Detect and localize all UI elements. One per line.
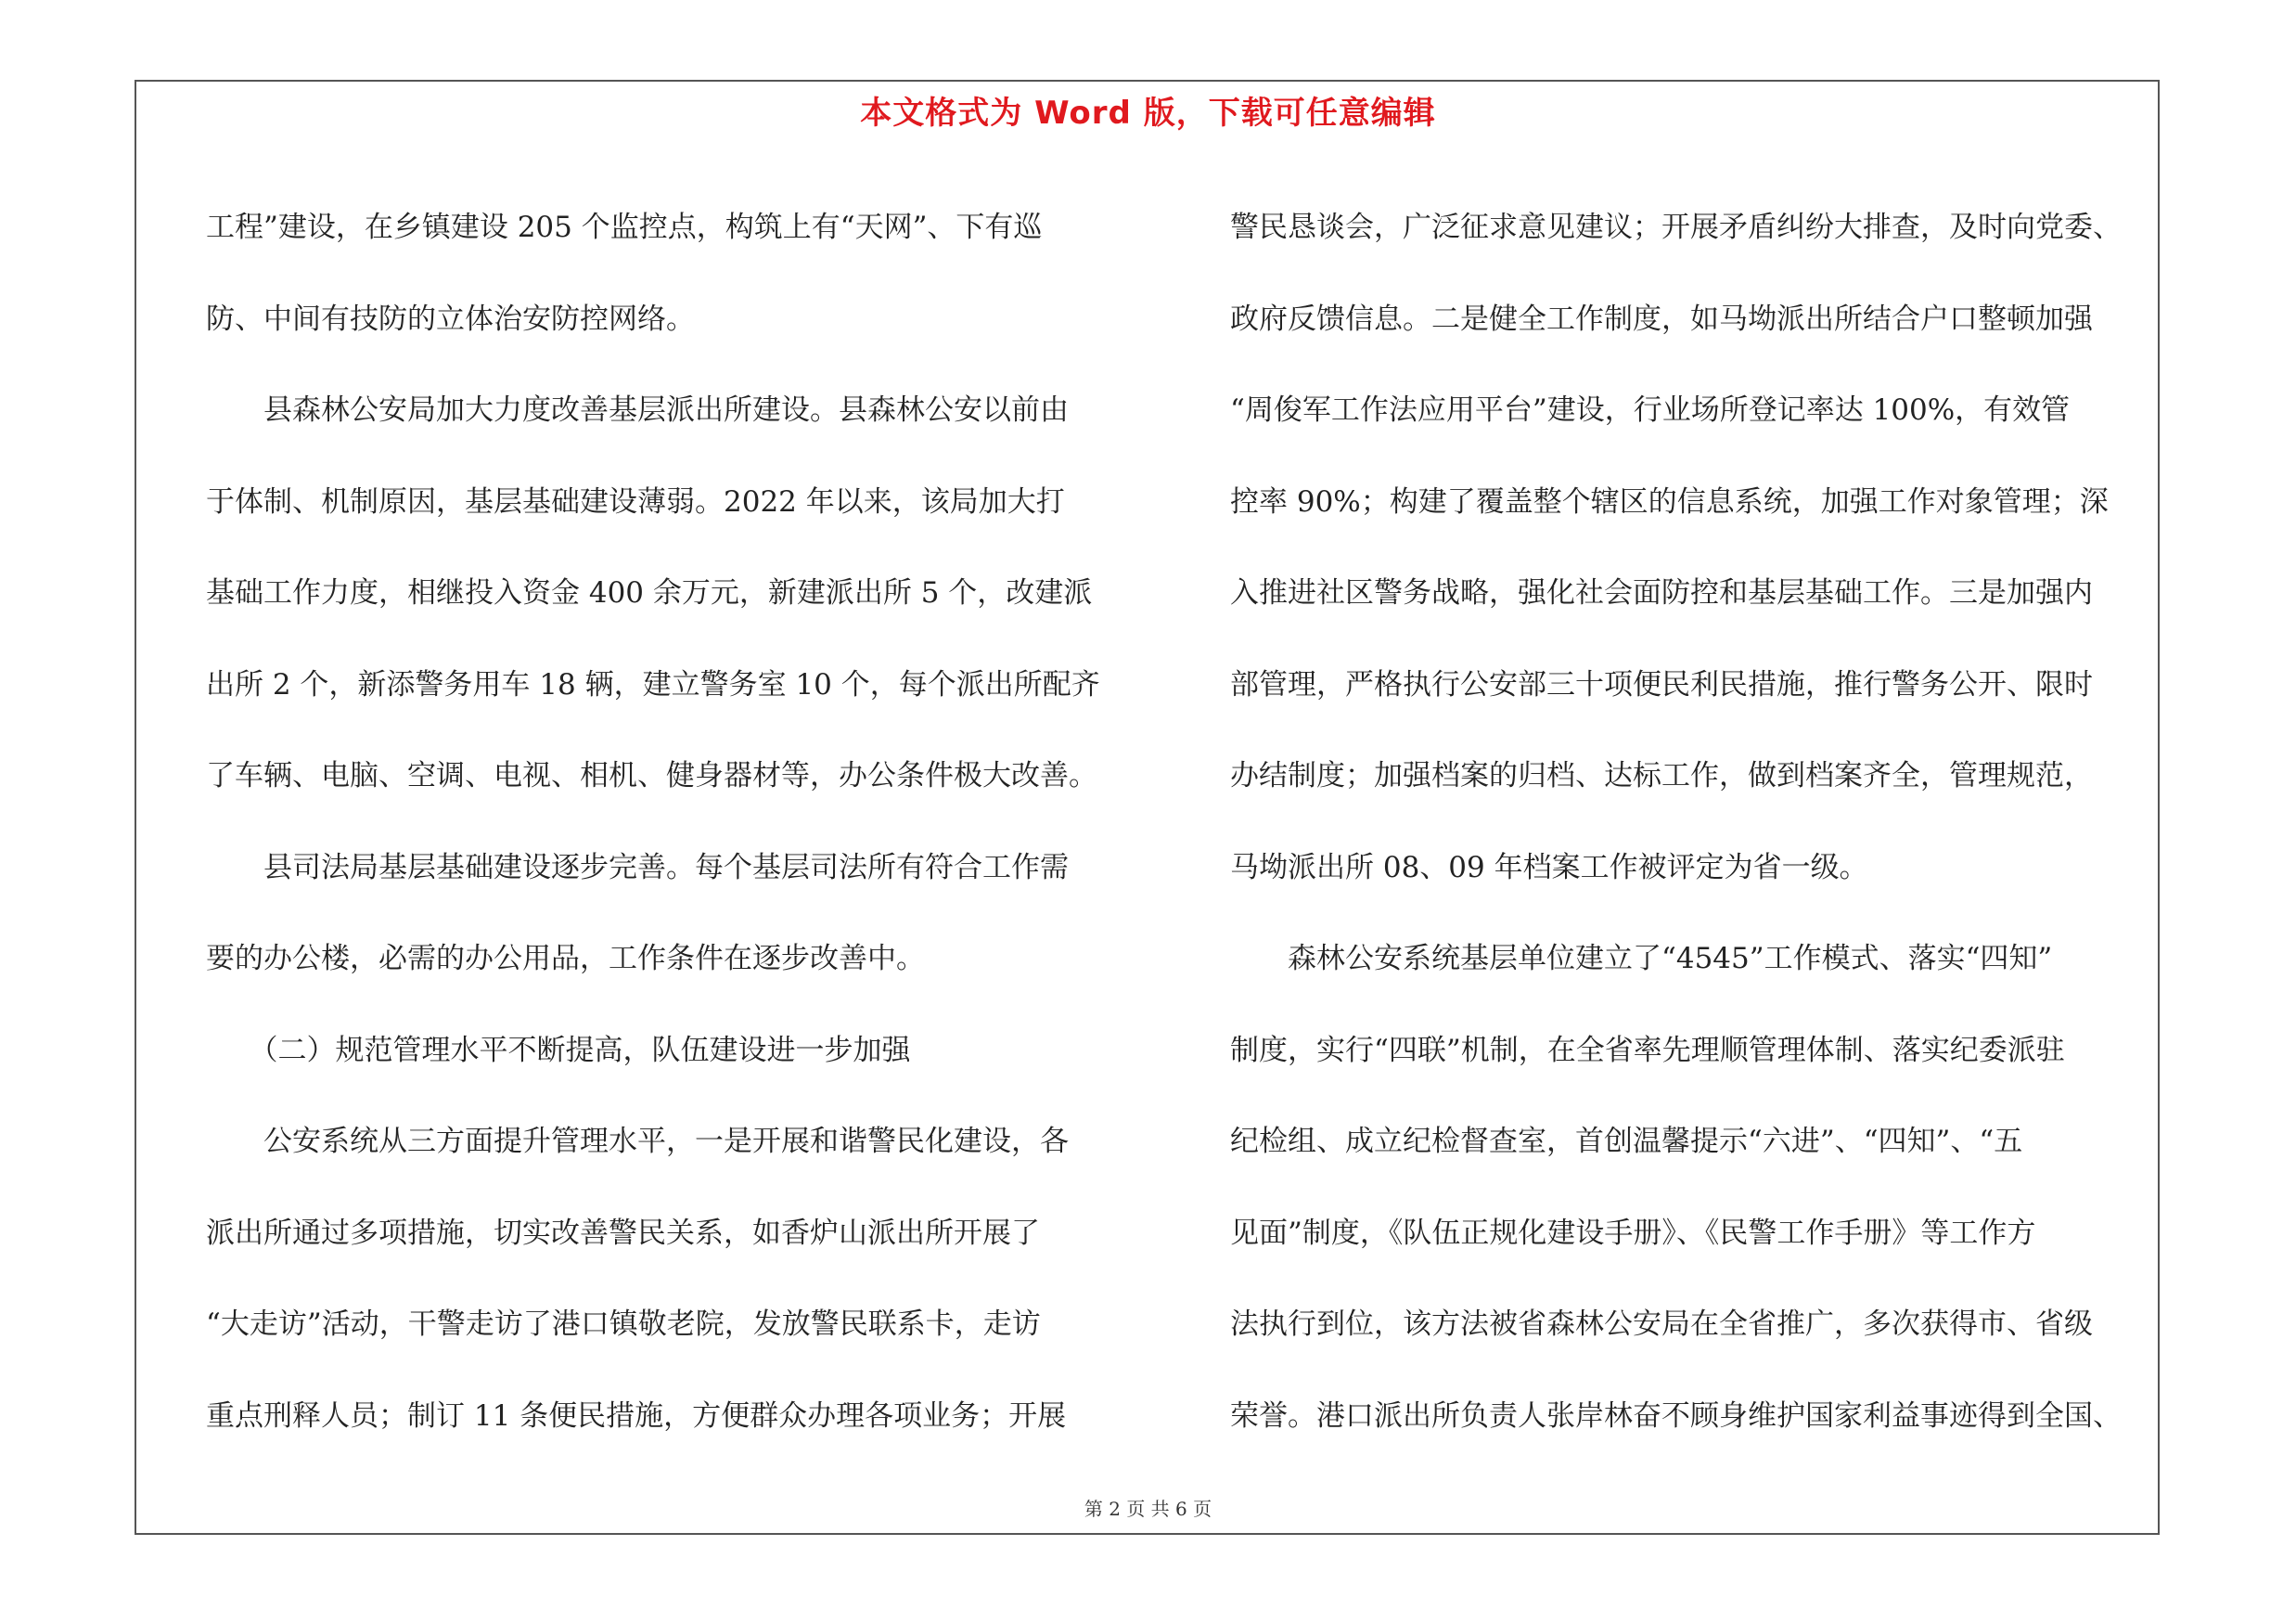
text-line: 了车辆、电脑、空调、电视、相机、健身器材等，办公条件极大改善。 — [206, 759, 1097, 792]
text-line: 荣誉。港口派出所负责人张岸林奋不顾身维护国家利益事迹得到全国、 — [1230, 1398, 2122, 1433]
text-line: 县司法局基层基础建设逐步完善。每个基层司法所有符合工作需 — [206, 850, 1069, 884]
text-line: 于体制、机制原因，基层基础建设薄弱。2022 年以来，该局加大打 — [206, 484, 1065, 519]
text-line: 纪检组、成立纪检督查室，首创温馨提示“六进”、“四知”、“五 — [1230, 1125, 2023, 1158]
text-line: 政府反馈信息。二是健全工作制度，如马坳派出所结合户口整顿加强 — [1230, 302, 2093, 336]
text-line: 见面”制度，《队伍正规化建设手册》、《民警工作手册》等工作方 — [1230, 1216, 2036, 1250]
text-line: 工程”建设，在乡镇建设 205 个监控点，构筑上有“天网”、下有巡 — [206, 211, 1043, 244]
text-line: 出所 2 个，新添警务用车 18 辆，建立警务室 10 个，每个派出所配齐 — [206, 667, 1100, 702]
text-line: 入推进社区警务战略，强化社会面防控和基层基础工作。三是加强内 — [1230, 576, 2093, 610]
text-line: 派出所通过多项措施，切实改善警民关系，如香炉山派出所开展了 — [206, 1216, 1040, 1250]
text-line: 防、中间有技防的立体治安防控网络。 — [206, 302, 695, 336]
text-line: 基础工作力度，相继投入资金 400 余万元，新建派出所 5 个，改建派 — [206, 576, 1093, 610]
text-line: 部管理，严格执行公安部三十项便民利民措施，推行警务公开、限时 — [1230, 667, 2093, 702]
word-format-banner: 本文格式为 Word 版，下载可任意编辑 — [860, 95, 1436, 132]
text-line: 要的办公楼，必需的办公用品，工作条件在逐步改善中。 — [206, 942, 925, 975]
text-line: 办结制度；加强档案的归档、达标工作，做到档案齐全，管理规范， — [1230, 759, 2093, 792]
text-line: “周俊军工作法应用平台”建设，行业场所登记率达 100%，有效管 — [1230, 393, 2071, 427]
right-text-column — [1230, 182, 2167, 1462]
text-line: 森林公安系统基层单位建立了“4545”工作模式、落实“四知” — [1230, 942, 2053, 975]
left-text-column — [206, 182, 1143, 1462]
page-number: 第 2 页 共 6 页 — [1084, 1498, 1212, 1520]
text-line: 法执行到位，该方法被省森林公安局在全省推广，多次获得市、省级 — [1230, 1307, 2093, 1341]
text-line: 警民恳谈会，广泛征求意见建议；开展矛盾纠纷大排查，及时向党委、 — [1230, 211, 2122, 244]
text-line: 重点刑释人员；制订 11 条便民措施，方便群众办理各项业务；开展 — [206, 1398, 1067, 1433]
text-line: 县森林公安局加大力度改善基层派出所建设。县森林公安以前由 — [206, 393, 1069, 427]
text-line: 马坳派出所 08、09 年档案工作被评定为省一级。 — [1230, 850, 1868, 884]
text-line: 公安系统从三方面提升管理水平，一是开展和谐警民化建设，各 — [206, 1125, 1069, 1158]
text-line: 制度，实行“四联”机制，在全省率先理顺管理体制、落实纪委派驻 — [1230, 1033, 2065, 1067]
text-line: 控率 90%；构建了覆盖整个辖区的信息系统，加强工作对象管理；深 — [1230, 484, 2109, 519]
text-line: （二）规范管理水平不断提高，队伍建设进一步加强 — [206, 1033, 911, 1067]
text-line: “大走访”活动，干警走访了港口镇敬老院，发放警民联系卡，走访 — [206, 1307, 1041, 1341]
